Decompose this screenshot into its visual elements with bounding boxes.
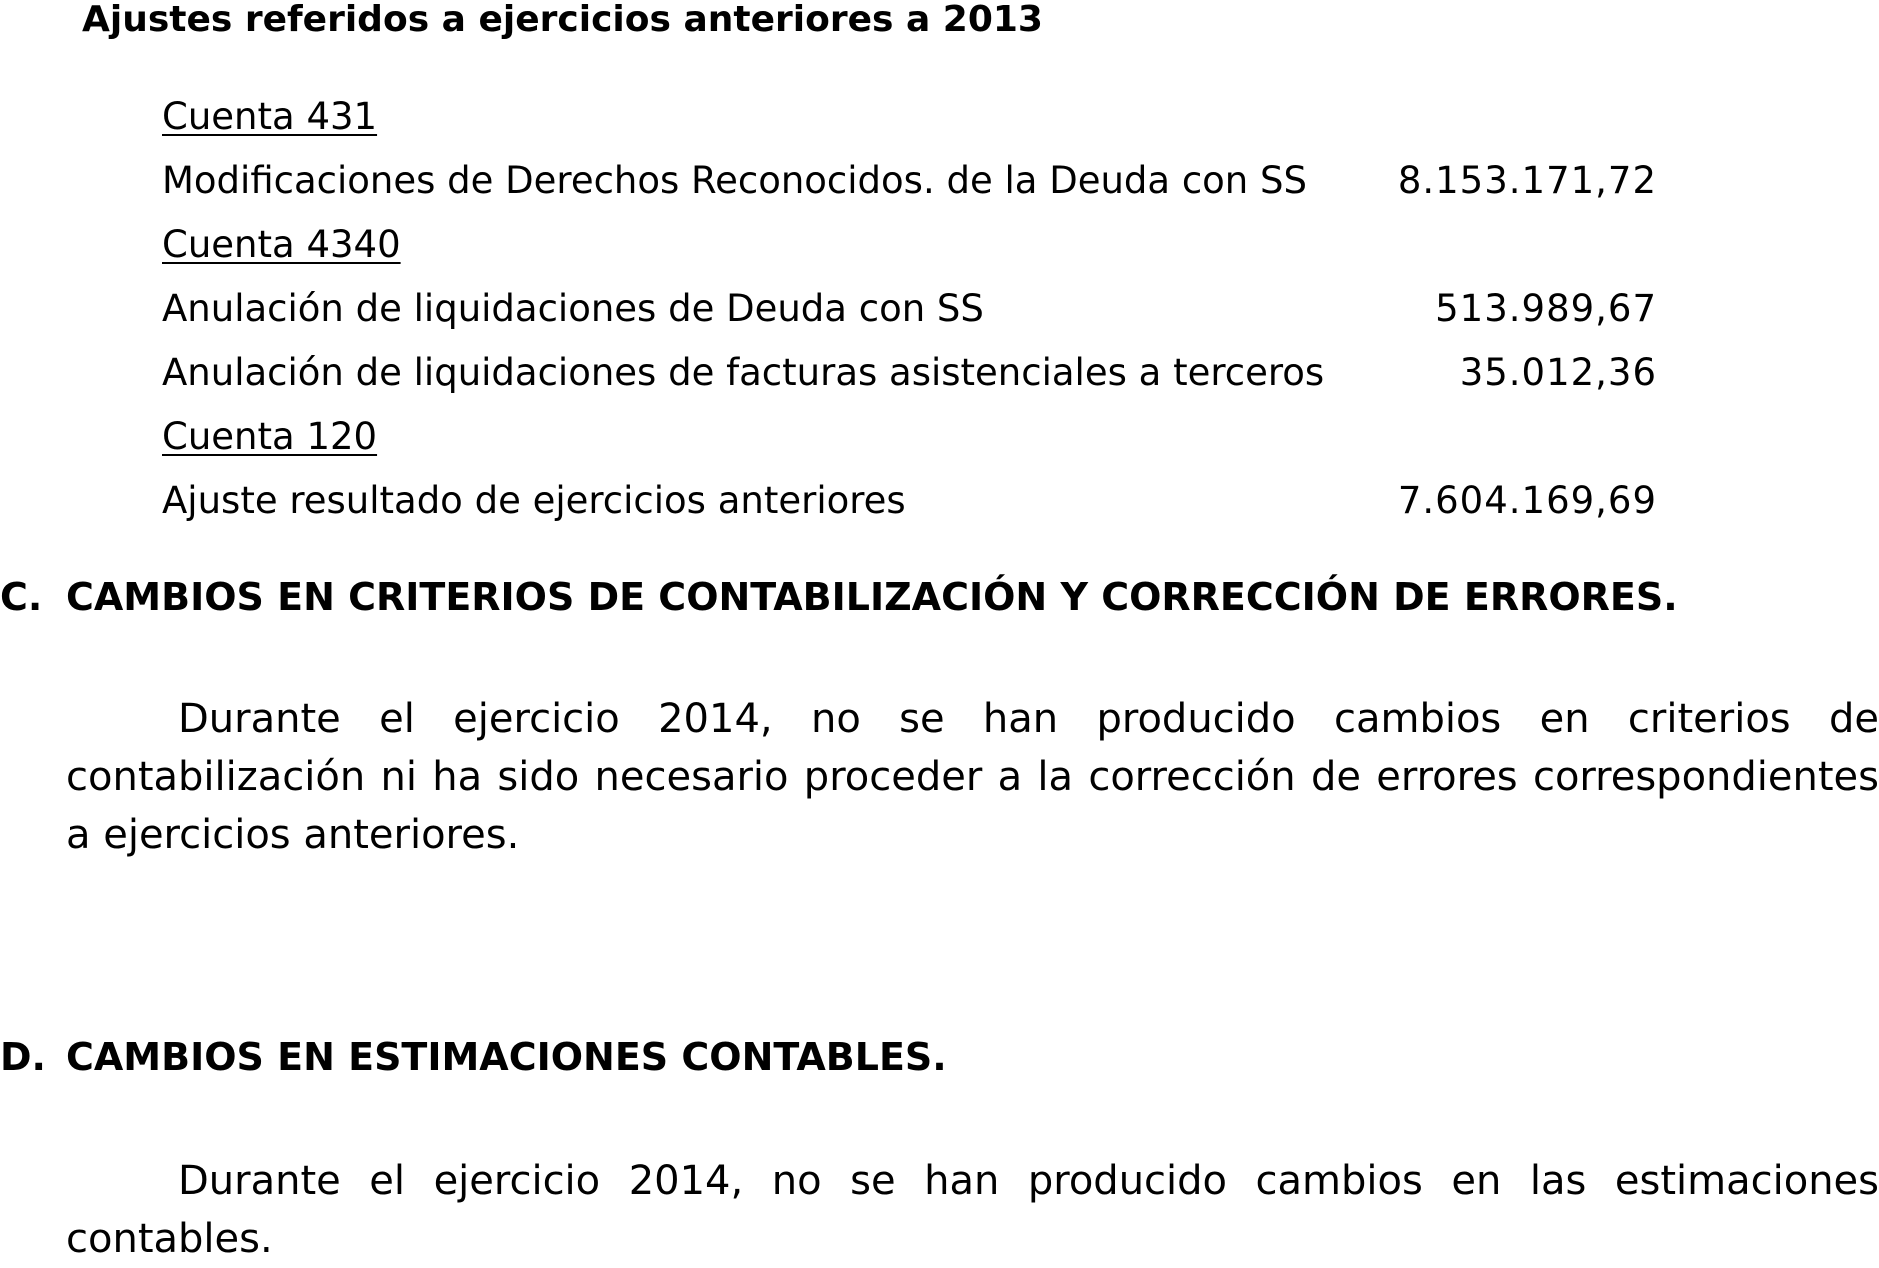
section-title: CAMBIOS EN CRITERIOS DE CONTABILIZACIÓN Y CORRECCIÓN DE ERRORES. (66, 575, 1678, 619)
section-d-paragraph (66, 1152, 1879, 1268)
entry-amount: 513.989,67 (1435, 287, 1657, 330)
account-title: Cuenta 4340 (162, 223, 401, 266)
paragraph-text: Durante el ejercicio 2014, no se han producido cambios en criterios de contabilización ni ha sido necesario proceder a la corrección de errores correspondientes a ejercicios anteriores. (66, 696, 1879, 858)
account-row-431 (162, 92, 1657, 156)
entry-amount: 8.153.171,72 (1397, 159, 1657, 202)
entry-amount: 7.604.169,69 (1397, 479, 1657, 522)
entry-label: Modificaciones de Derechos Reconocidos. de la Deuda con SS (162, 159, 1307, 202)
section-c-paragraph (66, 690, 1879, 864)
entry-line (162, 156, 1657, 220)
section-title: CAMBIOS EN ESTIMACIONES CONTABLES. (66, 1035, 947, 1079)
account-row-4340 (162, 220, 1657, 284)
adjustments-heading: Ajustes referidos a ejercicios anteriores a 2013 (82, 0, 1043, 40)
entry-label: Anulación de liquidaciones de facturas asistenciales a terceros (162, 351, 1325, 394)
account-row-120 (162, 412, 1657, 476)
entry-label: Ajuste resultado de ejercicios anteriores (162, 479, 906, 522)
accounting-entries (162, 92, 1657, 540)
account-title: Cuenta 431 (162, 95, 378, 138)
section-letter: C. (0, 575, 43, 619)
entry-line (162, 284, 1657, 348)
account-title: Cuenta 120 (162, 415, 378, 458)
entry-line (162, 348, 1657, 412)
entry-line (162, 476, 1657, 540)
section-d-heading (0, 1032, 947, 1082)
paragraph-text: Durante el ejercicio 2014, no se han producido cambios en las estimaciones contables. (66, 1158, 1879, 1262)
entry-amount: 35.012,36 (1459, 351, 1657, 394)
section-c-heading (0, 572, 1678, 622)
section-letter: D. (0, 1035, 46, 1079)
entry-label: Anulación de liquidaciones de Deuda con SS (162, 287, 984, 330)
